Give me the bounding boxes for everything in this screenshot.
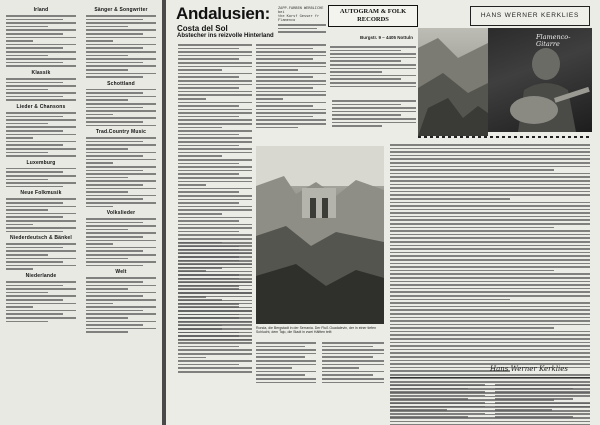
article-subhead-2: Abstecher ins reizvolle Hinterland <box>177 33 274 39</box>
ronda-photo <box>256 146 384 324</box>
section-heading: Welt <box>115 269 127 276</box>
section-heading: Neue Folkmusik <box>20 190 62 197</box>
article-subhead: Costa del Sol <box>177 24 228 33</box>
section-heading: Sänger & Songwriter <box>94 7 148 13</box>
section-heading: Klassik <box>31 69 51 76</box>
caption-column-a <box>256 340 316 385</box>
section-heading: Niederdeutsch & Bänkel <box>10 235 72 242</box>
left-page <box>0 0 162 425</box>
bottom-rule <box>390 377 590 378</box>
bottom-column-b <box>495 382 590 420</box>
section-heading: Niederlande <box>25 273 57 280</box>
label-logo <box>328 5 418 27</box>
section-heading: Volkslieder <box>106 210 136 217</box>
article-column-1b <box>178 240 252 343</box>
section-heading: Trad.Country Music <box>95 129 147 136</box>
typed-intro: ZAPP-FARBEN WERBLICHE bei the Korsf Gesser fr Flamenco <box>278 6 326 35</box>
section-heading: Irland <box>33 7 49 13</box>
typed-column-top <box>330 44 416 89</box>
catalog-column-1 <box>6 4 76 324</box>
section-heading: Schottland <box>107 80 135 87</box>
section-heading: Lieder & Chansons <box>16 104 66 111</box>
artist-signature: Hans Werner Kerklies <box>490 365 568 373</box>
photo-caption: Ronda, die Bergstadt in der Serrania. Der Fluß Guadalevin, der in einer tiefen Schlucht, dem Tajo, die Stadt in zwei Hälften teilt <box>256 326 377 334</box>
photo-label: Flamenco- Gitarre <box>536 33 571 48</box>
catalog-column-2 <box>86 4 156 335</box>
photo-divider <box>418 136 590 138</box>
article-column-2 <box>256 42 326 130</box>
typed-column-middle <box>332 98 416 129</box>
logo-address: Burgstr. 9 – 4405 Nottuln <box>360 35 414 40</box>
rock-photo <box>418 28 488 136</box>
catalog-listing <box>6 15 76 67</box>
caption-column-b <box>322 340 384 385</box>
section-heading: Luxemburg <box>26 159 56 166</box>
article-headline: Andalusien: <box>176 4 270 23</box>
bottom-column-a <box>390 382 485 420</box>
artist-name-banner: HANS WERNER KERKLIES <box>470 6 590 26</box>
logo-name: AUTOGRAM & FOLK RECORDS <box>339 8 407 23</box>
